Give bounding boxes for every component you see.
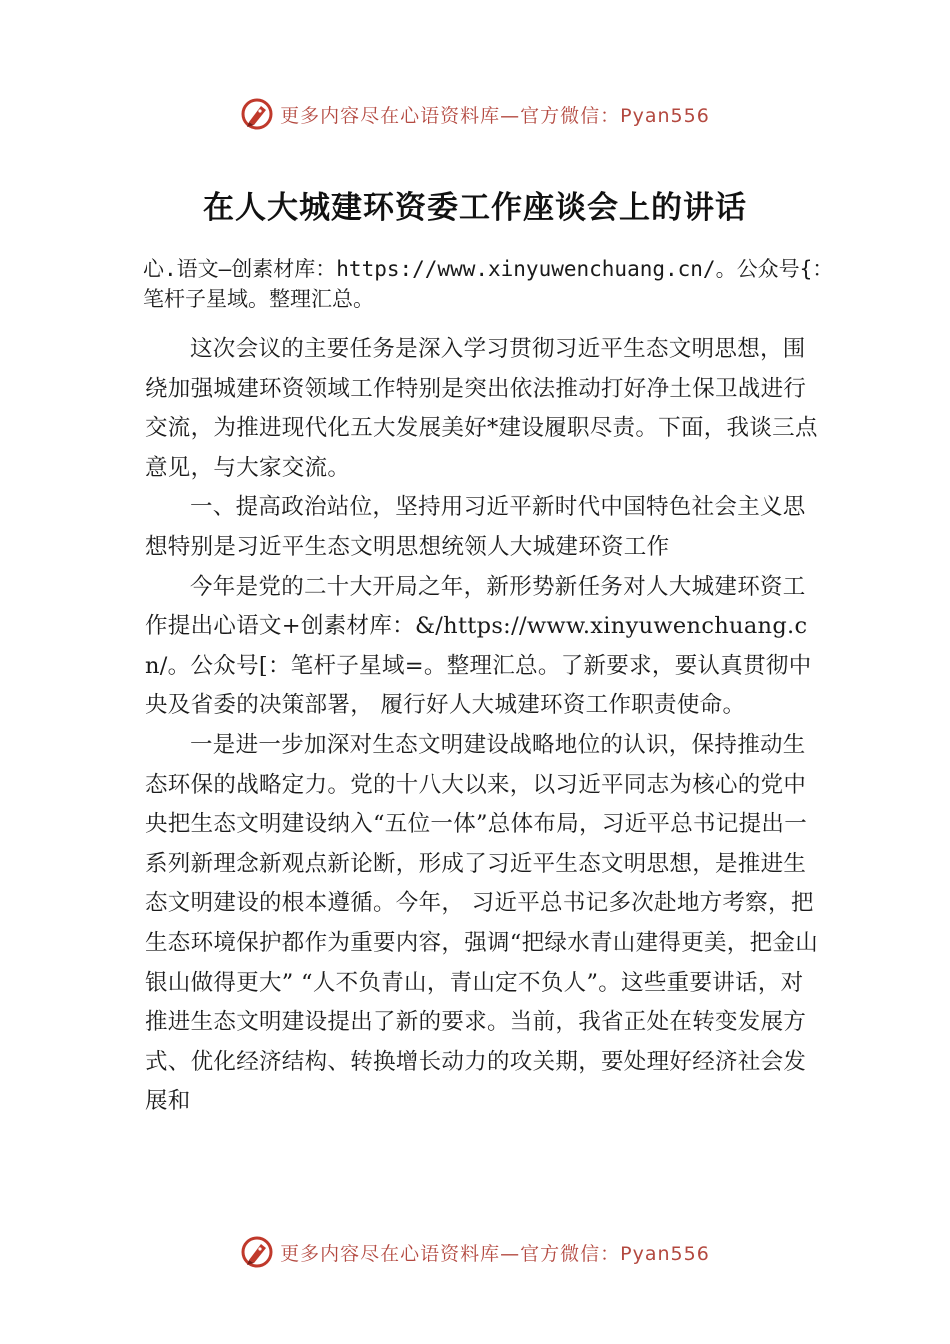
header-banner (0, 92, 950, 136)
footer-banner (0, 1230, 950, 1274)
footer-banner-text: 更多内容尽在心语资料库—官方微信：Pyan556 (280, 1242, 710, 1265)
paragraph-3: 一是进一步加深对生态文明建设战略地位的认识，保持推动生态环保的战略定力。党的十八大以来，以习近平同志为核心的党中央把生态文明建设纳入“五位一体”总体布局，习近平总书记提出一系列新理念新观点新论断，形成了习近平生态文明思想，是推进生态文明建设的根本遵循。今年， 习近平总书记多次赴地方考察，把生态环境保护都作为重要内容，强调“把绿水青山建得更美，把金山银山做得更大” “人不负青山，青山定不负人”。这些重要讲话，对推进生态文明建设提出了新的要求。当前，我省正处在转变发展方式、优化经济结构、转换增长动力的攻关期，要处理好经济社会发展和 (145, 731, 819, 1115)
header-banner-text: 更多内容尽在心语资料库—官方微信：Pyan556 (280, 104, 710, 127)
pen-nib-logo-icon (240, 97, 274, 131)
document-title: 在人大城建环资委工作座谈会上的讲话 (203, 190, 747, 226)
paragraph-intro: 这次会议的主要任务是深入学习贯彻习近平生态文明思想，围绕加强城建环资领域工作特别是突出依法推动打好净土保卫战进行交流，为推进现代化五大发展美好*建设履职尽责。下面，我谈三点意见，与大家交流。 (145, 336, 818, 481)
paragraph-2: 今年是党的二十大开局之年，新形势新任务对人大城建环资工作提出心语文+创素材库：&/https://www.xinyuwenchuang.cn/。公众号[：笔杆子星域=。整理汇总。了新要求，要认真贯彻中央及省委的决策部署， 履行好人大城建环资工作职责使命。 (145, 573, 812, 719)
document-body (145, 330, 823, 1122)
section-heading-1: 一、提高政治站位，坚持用习近平新时代中国特色社会主义思想特别是习近平生态文明思想统领人大城建环资工作 (145, 494, 806, 560)
pen-nib-logo-icon (240, 1235, 274, 1269)
source-line: 心.语文—创素材库：https://www.xinyuwenchuang.cn/。公众号{：笔杆子星域。整理汇总。 (143, 257, 834, 311)
